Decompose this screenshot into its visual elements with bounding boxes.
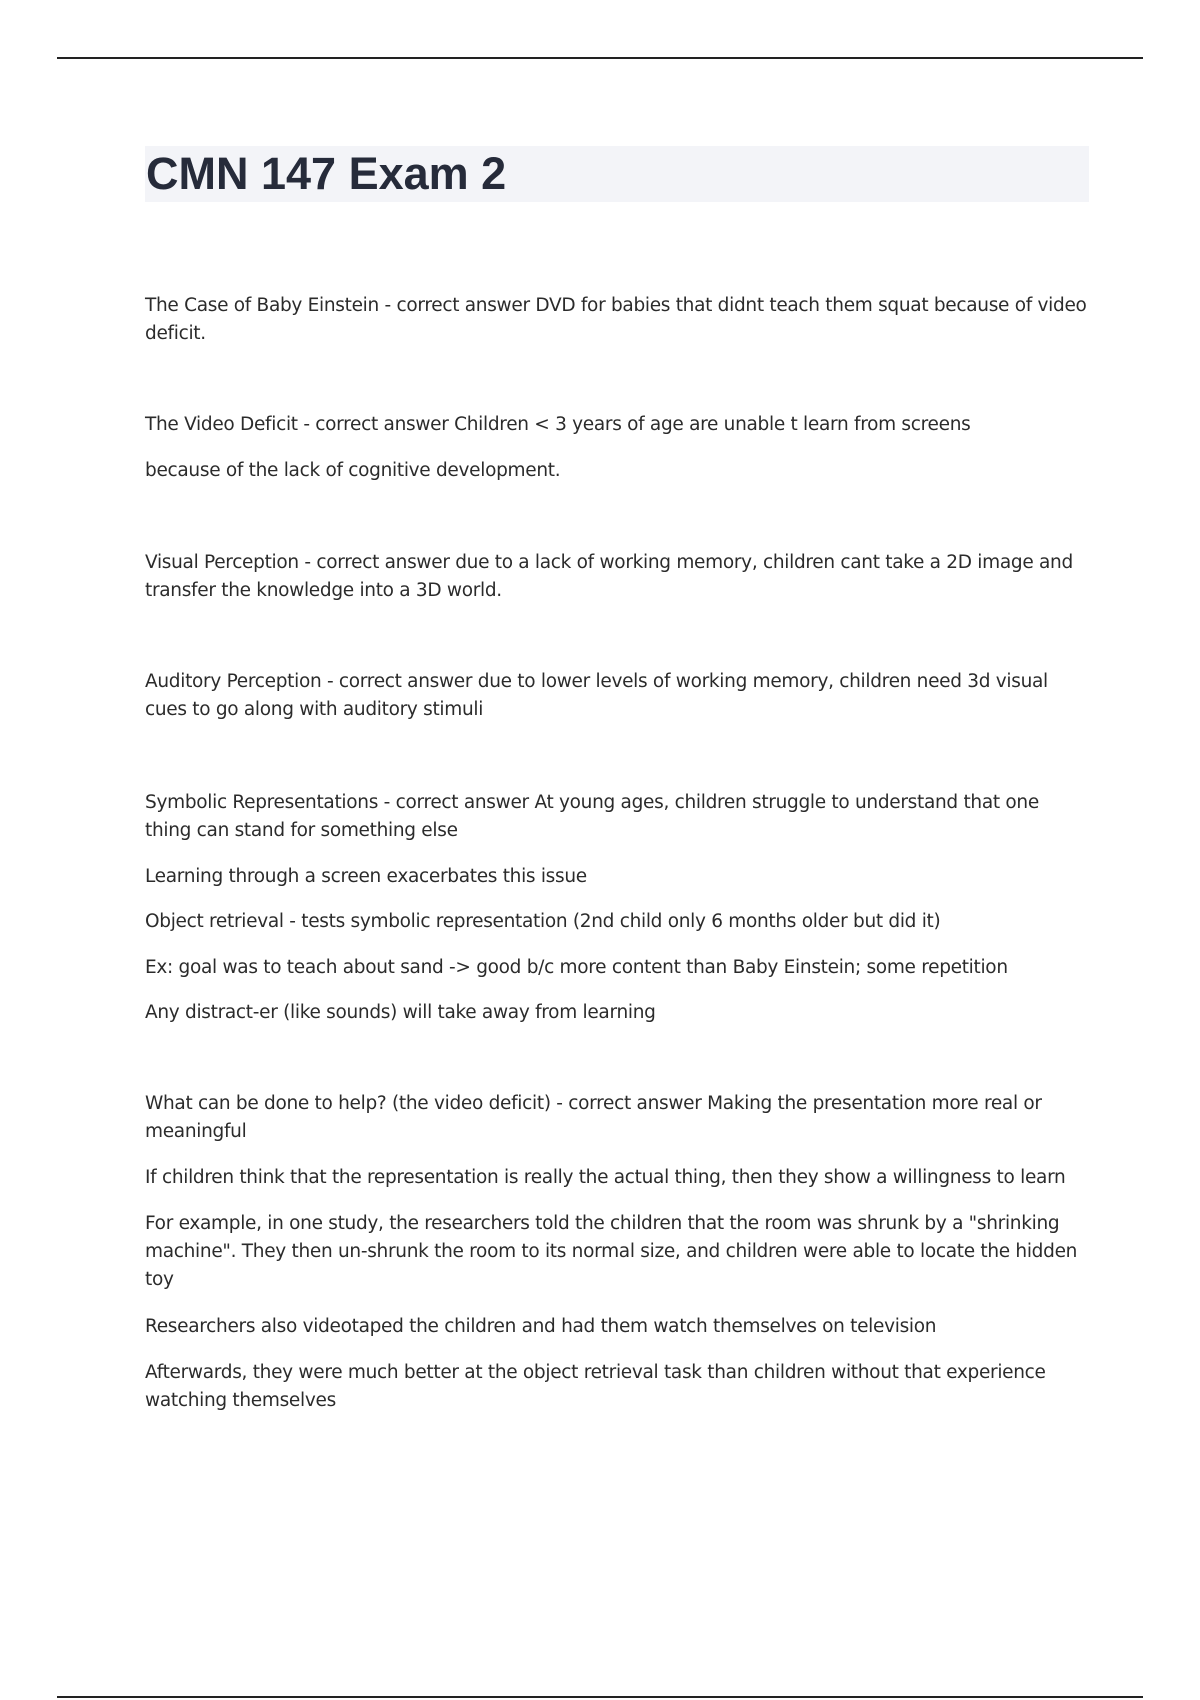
paragraph-videotaped: Researchers also videotaped the children and had them watch themselves on television [145,1316,937,1337]
paragraph-auditory-perception: Auditory Perception - correct answer due to lower levels of working memory, children need 3d visual cues to go along with auditory stimuli [145,671,1048,720]
paragraph-video-deficit: The Video Deficit - correct answer Children < 3 years of age are unable t learn from screens [145,414,971,435]
paragraph-video-deficit-cont: because of the lack of cognitive development. [145,460,561,481]
paragraph-visual-perception: Visual Perception - correct answer due to a lack of working memory, children cant take a 2D image and transfer the knowledge into a 3D world. [145,552,1073,601]
paragraph-what-can-be-done: What can be done to help? (the video deficit) - correct answer Making the presentation more real or meaningful [145,1093,1042,1142]
paragraph-distracter: Any distract-er (like sounds) will take away from learning [145,1002,656,1023]
paragraph-screen-issue: Learning through a screen exacerbates this issue [145,866,587,887]
paragraph-object-retrieval: Object retrieval - tests symbolic representation (2nd child only 6 months older but did it) [145,911,941,932]
paragraph-baby-einstein: The Case of Baby Einstein - correct answer DVD for babies that didnt teach them squat because of video deficit. [145,295,1087,344]
paragraph-afterwards: Afterwards, they were much better at the object retrieval task than children without that experience watching themselves [145,1362,1046,1411]
paragraph-symbolic-representations: Symbolic Representations - correct answer At young ages, children struggle to understand that one thing can stand for something else [145,792,1039,841]
top-rule [57,57,1143,59]
page-title: CMN 147 Exam 2 [146,148,507,199]
bottom-rule [57,1696,1143,1698]
paragraph-sand-example: Ex: goal was to teach about sand -> good b/c more content than Baby Einstein; some repetition [145,957,1008,978]
paragraph-shrinking-machine: For example, in one study, the researchers told the children that the room was shrunk by a "shrinking machine". They then un-shrunk the room to its normal size, and children were able to locate the hidden toy [145,1213,1078,1290]
paragraph-willingness: If children think that the representation is really the actual thing, then they show a willingness to learn [145,1167,1066,1188]
